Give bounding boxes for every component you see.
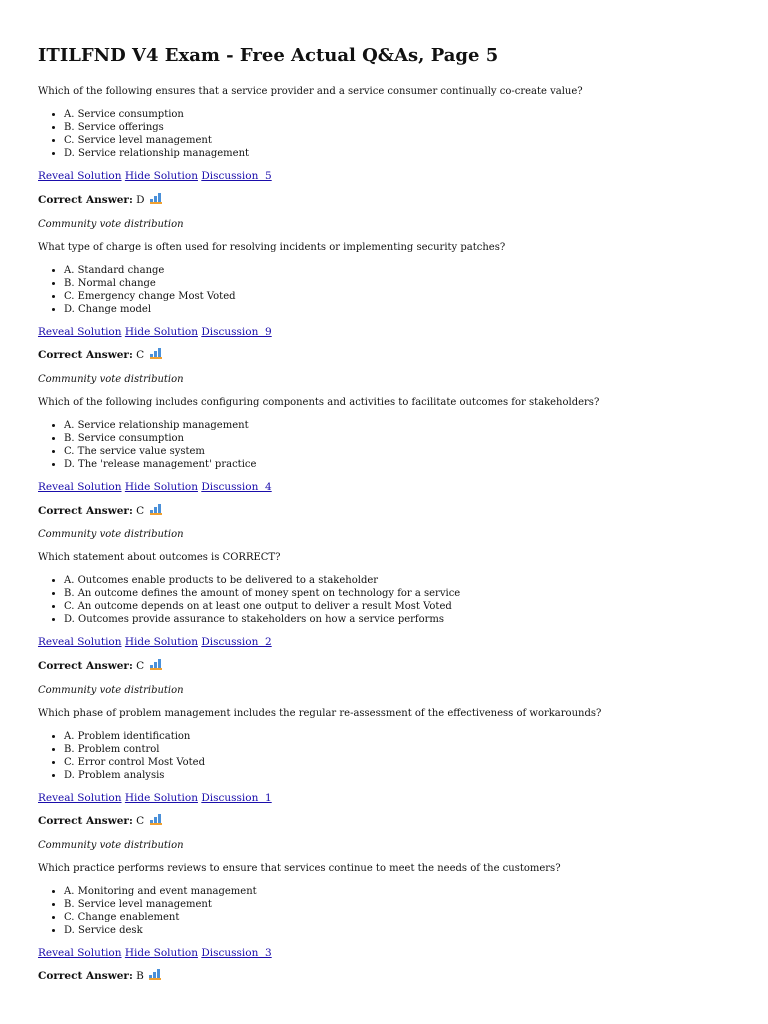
question-text: Which of the following ensures that a service provider and a service consumer continually co-create value? — [38, 86, 583, 98]
option-item: • D. Change model — [64, 303, 730, 316]
question-text: Which statement about outcomes is CORRECT? — [38, 552, 281, 564]
solution-links — [38, 947, 730, 961]
vote-chart-icon[interactable] — [149, 969, 161, 980]
solution-links — [38, 636, 730, 650]
option-item: • B. Service consumption — [64, 432, 730, 445]
hide-solution-link[interactable]: Hide Solution — [124, 636, 198, 649]
correct-answer — [38, 504, 730, 519]
options-list — [38, 730, 730, 782]
option-item: • C. Error control Most Voted — [64, 756, 730, 769]
option-item: • B. Problem control — [64, 743, 730, 756]
option-item: • C. Service level management — [64, 134, 730, 147]
hide-solution-link[interactable]: Hide Solution — [124, 480, 198, 493]
option-item: • D. Problem analysis — [64, 769, 730, 782]
discussion-link[interactable]: Discussion 5 — [201, 170, 272, 183]
correct-answer-value: C — [136, 659, 148, 672]
correct-answer-value: C — [136, 815, 148, 828]
option-item: • D. Service desk — [64, 924, 730, 937]
hide-solution-link[interactable]: Hide Solution — [124, 791, 198, 804]
community-vote-distribution: Community vote distribution — [38, 529, 184, 541]
question-text: What type of charge is often used for resolving incidents or implementing security patches? — [38, 241, 506, 253]
solution-links — [38, 170, 730, 184]
discussion-link[interactable]: Discussion 9 — [201, 325, 272, 338]
options-list — [38, 885, 730, 937]
reveal-solution-link[interactable]: Reveal Solution — [38, 170, 122, 183]
option-item: • C. Change enablement — [64, 911, 730, 924]
option-item: • A. Monitoring and event management — [64, 885, 730, 898]
reveal-solution-link[interactable]: Reveal Solution — [38, 325, 122, 338]
discussion-link[interactable]: Discussion 4 — [201, 480, 272, 493]
options-list — [38, 419, 730, 471]
question-list — [38, 85, 730, 984]
correct-answer-value: C — [136, 349, 148, 362]
option-item: • B. Normal change — [64, 277, 730, 290]
community-vote-distribution: Community vote distribution — [38, 684, 184, 696]
option-item: • C. The service value system — [64, 445, 730, 458]
vote-chart-icon[interactable] — [150, 348, 162, 359]
reveal-solution-link[interactable]: Reveal Solution — [38, 946, 122, 959]
option-item: • B. Service level management — [64, 898, 730, 911]
vote-chart-icon[interactable] — [150, 193, 162, 204]
reveal-solution-link[interactable]: Reveal Solution — [38, 636, 122, 649]
correct-answer-label: Correct Answer: — [38, 194, 133, 207]
option-item: • C. An outcome depends on at least one output to deliver a result Most Voted — [64, 600, 730, 613]
question-block — [38, 862, 730, 984]
correct-answer-value: D — [136, 194, 148, 207]
solution-links — [38, 792, 730, 806]
correct-answer — [38, 659, 730, 674]
solution-links — [38, 481, 730, 495]
vote-chart-icon[interactable] — [150, 504, 162, 515]
page-title: ITILFND V4 Exam - Free Actual Q&As, Page 5 — [38, 45, 499, 66]
options-list — [38, 574, 730, 626]
question-block — [38, 707, 730, 852]
hide-solution-link[interactable]: Hide Solution — [124, 170, 198, 183]
question-block — [38, 551, 730, 696]
hide-solution-link[interactable]: Hide Solution — [124, 325, 198, 338]
option-item: • D. Service relationship management — [64, 147, 730, 160]
correct-answer-label: Correct Answer: — [38, 504, 133, 517]
correct-answer-label: Correct Answer: — [38, 815, 133, 828]
option-item: • B. An outcome defines the amount of money spent on technology for a service — [64, 587, 730, 600]
reveal-solution-link[interactable]: Reveal Solution — [38, 480, 122, 493]
options-list — [38, 264, 730, 316]
question-text: Which phase of problem management includes the regular re-assessment of the effectiveness of workarounds? — [38, 707, 602, 719]
correct-answer-label: Correct Answer: — [38, 970, 133, 983]
question-text: Which practice performs reviews to ensure that services continue to meet the needs of the customers? — [38, 862, 561, 874]
question-block — [38, 241, 730, 386]
community-vote-distribution: Community vote distribution — [38, 218, 184, 230]
correct-answer — [38, 348, 730, 363]
option-item: • A. Standard change — [64, 264, 730, 277]
discussion-link[interactable]: Discussion 1 — [201, 791, 272, 804]
correct-answer-value: C — [136, 504, 148, 517]
question-text: Which of the following includes configuring components and activities to facilitate outcomes for stakeholders? — [38, 396, 600, 408]
correct-answer — [38, 814, 730, 829]
option-item: • A. Service relationship management — [64, 419, 730, 432]
vote-chart-icon[interactable] — [150, 814, 162, 825]
option-item: • A. Outcomes enable products to be delivered to a stakeholder — [64, 574, 730, 587]
option-item: • A. Service consumption — [64, 108, 730, 121]
correct-answer-label: Correct Answer: — [38, 659, 133, 672]
solution-links — [38, 326, 730, 340]
correct-answer-label: Correct Answer: — [38, 349, 133, 362]
correct-answer — [38, 969, 730, 984]
question-block — [38, 396, 730, 541]
vote-chart-icon[interactable] — [150, 659, 162, 670]
correct-answer — [38, 193, 730, 208]
option-item: • C. Emergency change Most Voted — [64, 290, 730, 303]
reveal-solution-link[interactable]: Reveal Solution — [38, 791, 122, 804]
community-vote-distribution: Community vote distribution — [38, 373, 184, 385]
option-item: • A. Problem identification — [64, 730, 730, 743]
option-item: • B. Service offerings — [64, 121, 730, 134]
hide-solution-link[interactable]: Hide Solution — [124, 946, 198, 959]
correct-answer-value: B — [136, 970, 148, 983]
option-item: • D. The 'release management' practice — [64, 458, 730, 471]
option-item: • D. Outcomes provide assurance to stakeholders on how a service performs — [64, 613, 730, 626]
discussion-link[interactable]: Discussion 3 — [201, 946, 272, 959]
community-vote-distribution: Community vote distribution — [38, 839, 184, 851]
question-block — [38, 85, 730, 230]
options-list — [38, 108, 730, 160]
discussion-link[interactable]: Discussion 2 — [201, 636, 272, 649]
